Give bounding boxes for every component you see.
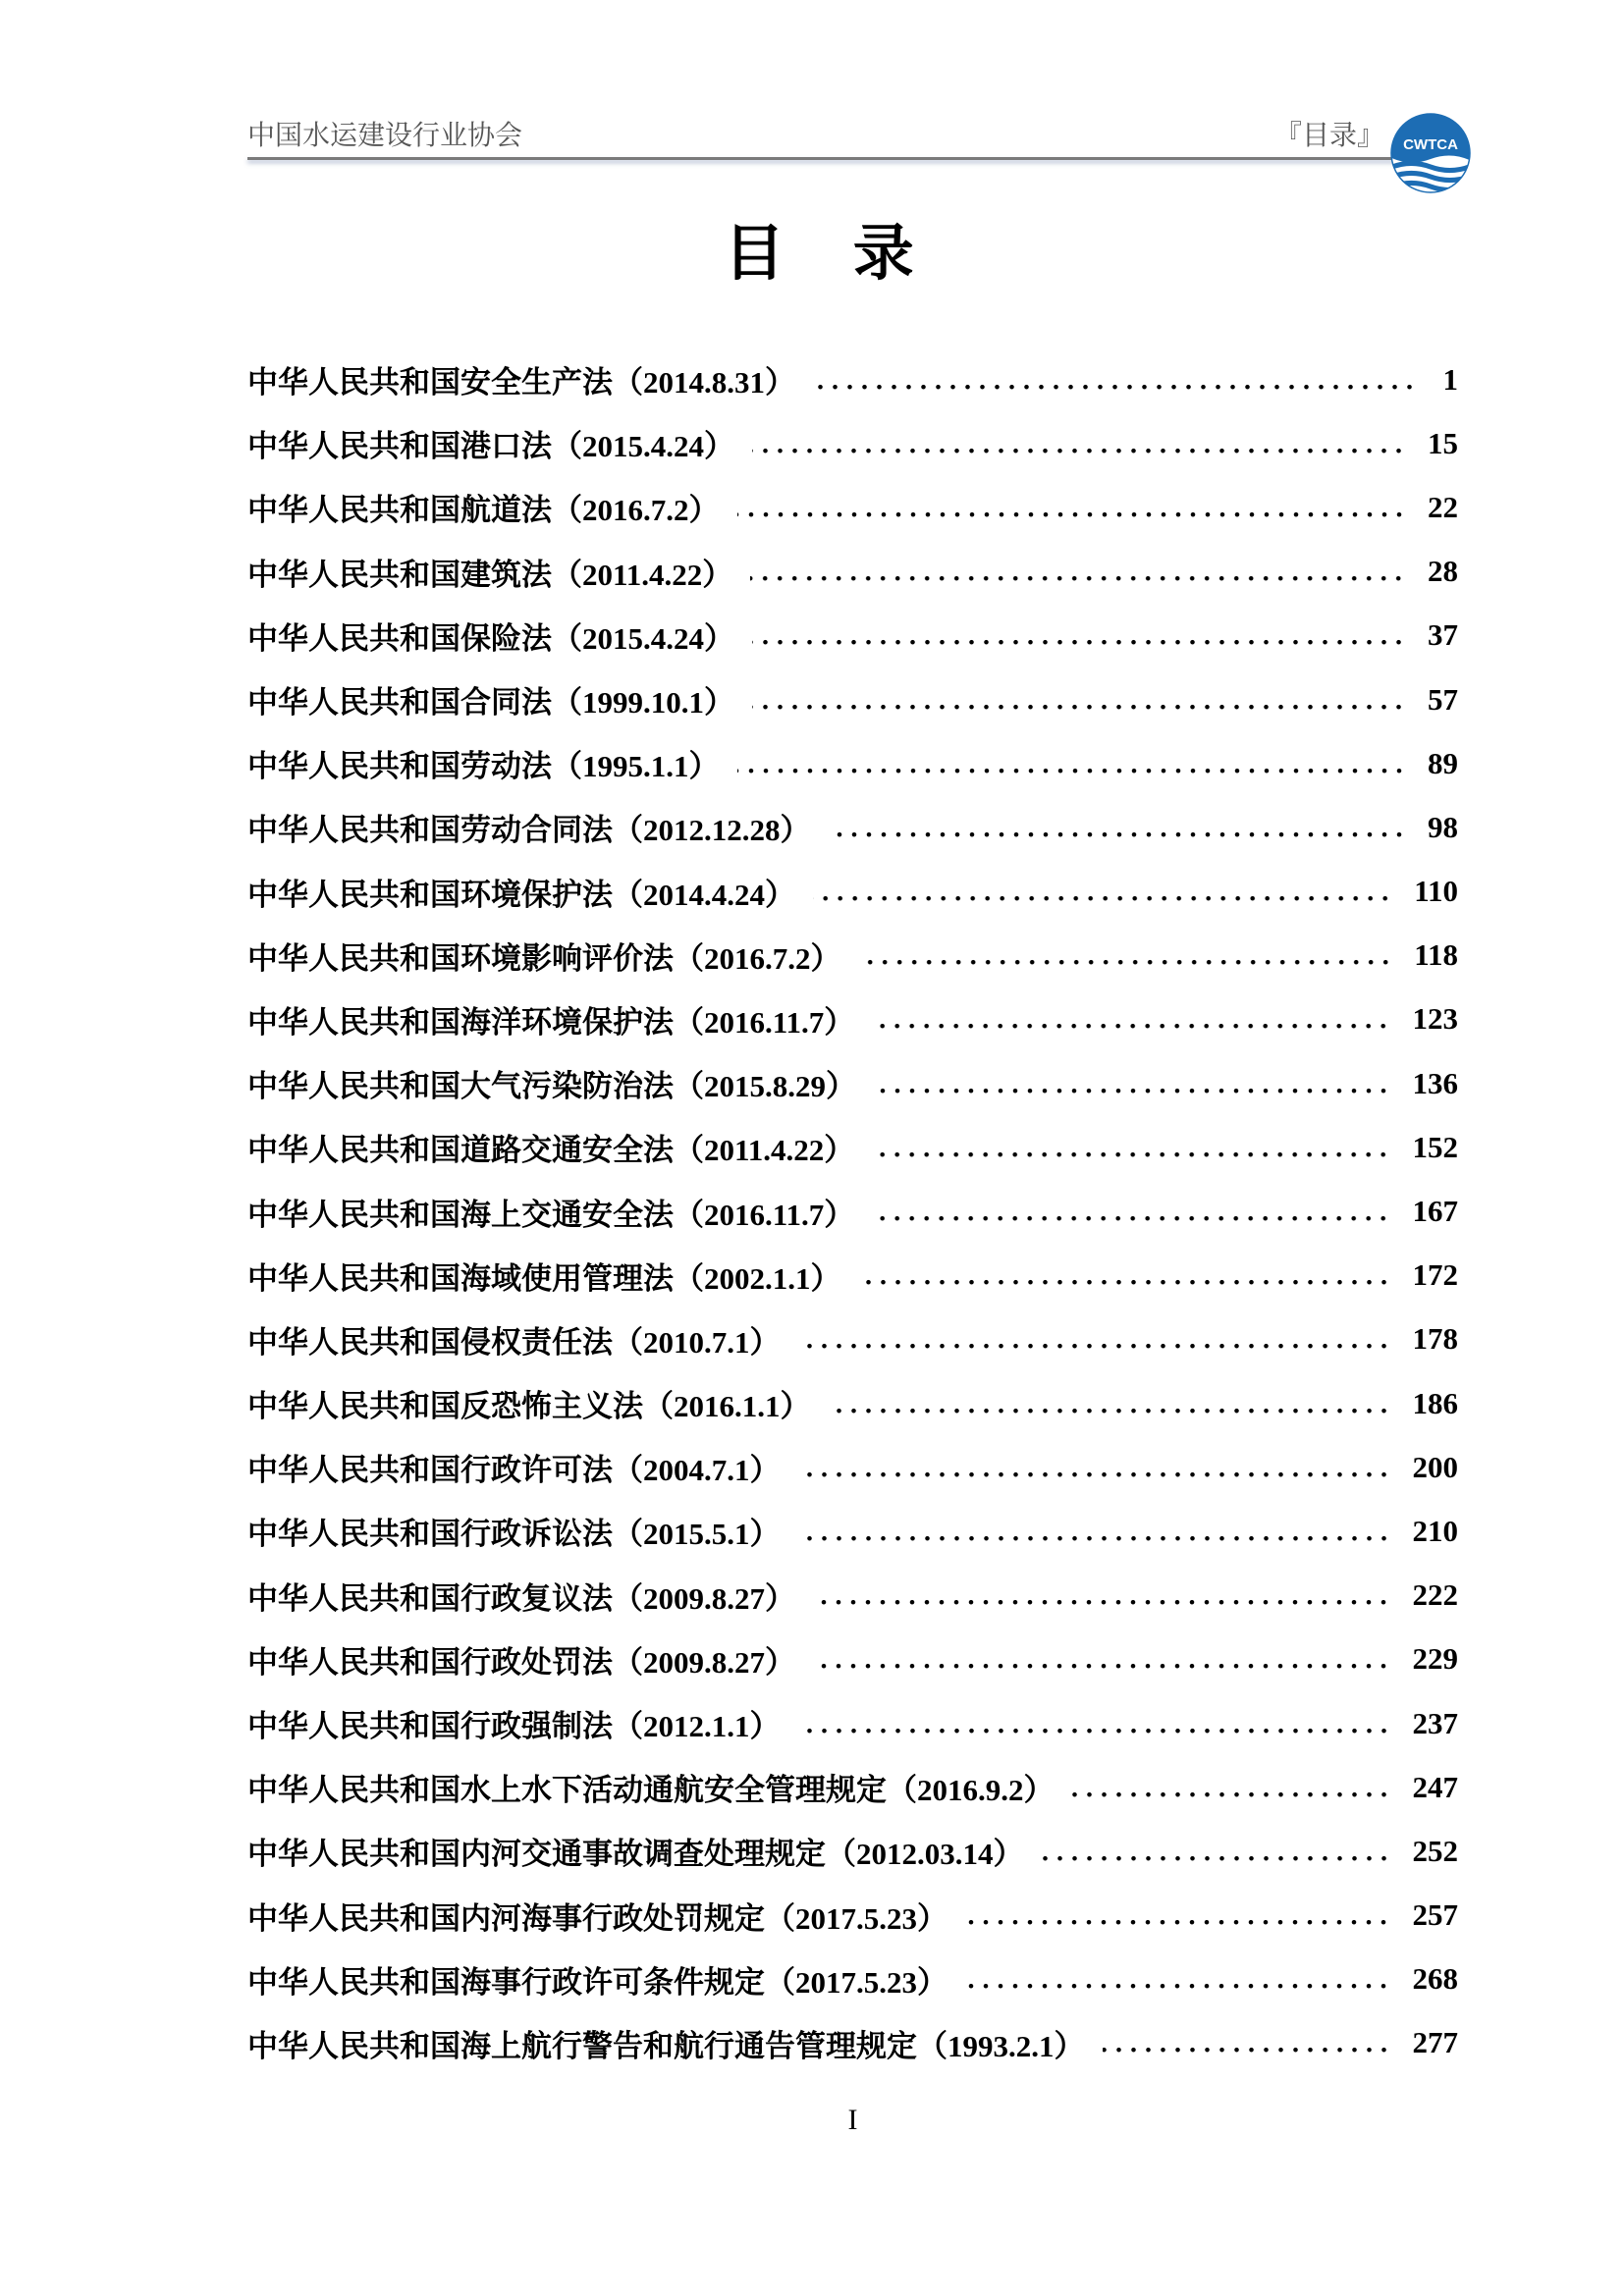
toc-entry[interactable] (247, 1564, 1458, 1628)
dot-leader (965, 1903, 1391, 1927)
dot-leader (798, 1327, 1391, 1351)
toc-entry-title: 中华人民共和国海域使用管理法（2002.1.1） (247, 1260, 841, 1296)
dot-leader (737, 496, 1407, 519)
toc-entry[interactable] (247, 860, 1458, 924)
toc-entry-page: 172 (1412, 1257, 1458, 1293)
toc-entry-page: 89 (1428, 745, 1458, 780)
toc-entry-page: 136 (1412, 1065, 1458, 1100)
cwtca-logo (1389, 112, 1472, 194)
toc-entry-page: 37 (1428, 617, 1458, 653)
toc-entry[interactable] (247, 1499, 1458, 1563)
dot-leader (750, 560, 1406, 583)
toc-entry-title: 中华人民共和国环境影响评价法（2016.7.2） (247, 940, 841, 976)
toc-entry-title: 中华人民共和国劳动法（1995.1.1） (247, 749, 720, 784)
toc-entry[interactable] (247, 1115, 1458, 1179)
dot-leader (1042, 1840, 1391, 1863)
toc-entry-page: 98 (1428, 809, 1458, 844)
toc-entry-page: 277 (1412, 2025, 1458, 2060)
toc-entry[interactable] (247, 667, 1458, 731)
toc-entry-title: 中华人民共和国建筑法（2011.4.22） (247, 557, 733, 592)
toc-entry[interactable] (247, 1435, 1458, 1499)
toc-entry-title: 中华人民共和国劳动合同法（2012.12.28） (247, 813, 811, 848)
toc-entry-page: 247 (1412, 1769, 1458, 1804)
dot-leader (859, 943, 1393, 967)
toc-entry-page: 15 (1428, 425, 1458, 460)
toc-entry-page: 237 (1412, 1705, 1458, 1740)
toc-entry-title: 中华人民共和国保险法（2015.4.24） (247, 620, 734, 656)
toc-entry[interactable] (247, 1179, 1458, 1243)
toc-entry-title: 中华人民共和国行政诉讼法（2015.5.1） (247, 1517, 781, 1552)
toc-entry[interactable] (247, 2011, 1458, 2075)
toc-entry-page: 186 (1412, 1385, 1458, 1420)
dot-leader (829, 816, 1407, 839)
toc-entry[interactable] (247, 731, 1458, 795)
toc-entry[interactable] (247, 1819, 1458, 1883)
toc-entry[interactable] (247, 1244, 1458, 1308)
page-number: I (847, 2104, 858, 2136)
dot-leader (813, 1583, 1391, 1607)
dot-leader (752, 432, 1406, 455)
toc-entry-page: 22 (1428, 489, 1458, 524)
toc-entry-title: 中华人民共和国行政许可法（2004.7.1） (247, 1453, 781, 1488)
toc-entry-title: 中华人民共和国反恐怖主义法（2016.1.1） (247, 1389, 811, 1424)
toc-entry-title: 中华人民共和国侵权责任法（2010.7.1） (247, 1324, 781, 1360)
toc-entry-title: 中华人民共和国海上交通安全法（2016.11.7） (247, 1197, 855, 1232)
toc-entry-page: 152 (1412, 1129, 1458, 1164)
toc-entry[interactable] (247, 347, 1458, 411)
toc-entry[interactable] (247, 1051, 1458, 1115)
dot-leader (829, 1392, 1391, 1415)
table-of-contents (247, 347, 1458, 2075)
toc-entry-page: 222 (1412, 1577, 1458, 1613)
toc-entry-page: 178 (1412, 1321, 1458, 1357)
toc-entry[interactable] (247, 1628, 1458, 1691)
toc-entry-title: 中华人民共和国水上水下活动通航安全管理规定（2016.9.2） (247, 1773, 1055, 1808)
dot-leader (798, 1456, 1391, 1479)
dot-leader (813, 1647, 1391, 1671)
toc-entry-title: 中华人民共和国内河交通事故调查处理规定（2012.03.14） (247, 1837, 1024, 1872)
toc-entry-title: 中华人民共和国内河海事行政处罚规定（2017.5.23） (247, 1900, 947, 1936)
dot-leader (737, 752, 1407, 775)
toc-entry-title: 中华人民共和国行政处罚法（2009.8.27） (247, 1644, 795, 1680)
toc-entry[interactable] (247, 1948, 1458, 2011)
toc-entry-title: 中华人民共和国行政复议法（2009.8.27） (247, 1580, 795, 1616)
toc-entry[interactable] (247, 475, 1458, 539)
dot-leader (872, 1007, 1390, 1031)
toc-entry-title: 中华人民共和国航道法（2016.7.2） (247, 493, 720, 528)
toc-entry-title: 中华人民共和国港口法（2015.4.24） (247, 429, 734, 464)
dot-leader (752, 623, 1406, 647)
dot-leader (872, 1136, 1390, 1159)
toc-entry-title: 中华人民共和国海上航行警告和航行通告管理规定（1993.2.1） (247, 2028, 1085, 2063)
toc-entry-title: 中华人民共和国安全生产法（2014.8.31） (247, 365, 795, 400)
dot-leader (798, 1520, 1391, 1543)
toc-entry[interactable] (247, 924, 1458, 988)
toc-entry-page: 167 (1412, 1194, 1458, 1229)
logo-text: CWTCA (1403, 136, 1458, 153)
toc-entry-title: 中华人民共和国合同法（1999.10.1） (247, 685, 734, 721)
toc-entry-title: 中华人民共和国大气污染防治法（2015.8.29） (247, 1069, 856, 1104)
toc-entry[interactable] (247, 988, 1458, 1051)
header-divider (247, 157, 1396, 160)
dot-leader (859, 1263, 1391, 1287)
dot-leader (1072, 1776, 1391, 1799)
dot-leader (813, 880, 1392, 903)
toc-entry-page: 28 (1428, 554, 1458, 589)
toc-entry-page: 57 (1428, 681, 1458, 717)
toc-entry-page: 268 (1412, 1961, 1458, 1997)
toc-entry-page: 210 (1412, 1513, 1458, 1548)
toc-entry-title: 中华人民共和国海洋环境保护法（2016.11.7） (247, 1004, 855, 1040)
toc-entry-page: 252 (1412, 1833, 1458, 1868)
toc-entry-page: 118 (1414, 937, 1458, 973)
toc-entry[interactable] (247, 1884, 1458, 1948)
toc-entry[interactable] (247, 411, 1458, 475)
toc-entry-title: 中华人民共和国道路交通安全法（2011.4.22） (247, 1133, 855, 1168)
toc-entry-page: 1 (1442, 361, 1458, 397)
toc-entry[interactable] (247, 1371, 1458, 1435)
toc-entry[interactable] (247, 540, 1458, 604)
toc-entry-title: 中华人民共和国海事行政许可条件规定（2017.5.23） (247, 1964, 947, 2000)
dot-leader (1103, 2031, 1391, 2055)
header-section-label: 『目录』 (1273, 120, 1384, 150)
dot-leader (874, 1072, 1391, 1095)
toc-entry-page: 257 (1412, 1897, 1458, 1933)
dot-leader (813, 368, 1417, 392)
dot-leader (752, 688, 1406, 712)
toc-entry-title: 中华人民共和国行政强制法（2012.1.1） (247, 1709, 781, 1744)
toc-entry[interactable] (247, 1691, 1458, 1755)
dot-leader (872, 1200, 1390, 1223)
toc-entry-page: 110 (1414, 874, 1458, 909)
header-organization-name: 中国水运建设行业协会 (247, 120, 523, 150)
dot-leader (965, 1967, 1391, 1991)
toc-entry-title: 中华人民共和国环境保护法（2014.4.24） (247, 877, 795, 912)
toc-entry[interactable] (247, 1755, 1458, 1819)
toc-entry-page: 229 (1412, 1641, 1458, 1677)
dot-leader (798, 1712, 1391, 1735)
toc-entry-page: 123 (1412, 1001, 1458, 1037)
page-title: 目 录 (724, 217, 938, 289)
toc-entry[interactable] (247, 795, 1458, 859)
toc-entry[interactable] (247, 604, 1458, 667)
toc-entry-page: 200 (1412, 1449, 1458, 1484)
toc-entry[interactable] (247, 1308, 1458, 1371)
